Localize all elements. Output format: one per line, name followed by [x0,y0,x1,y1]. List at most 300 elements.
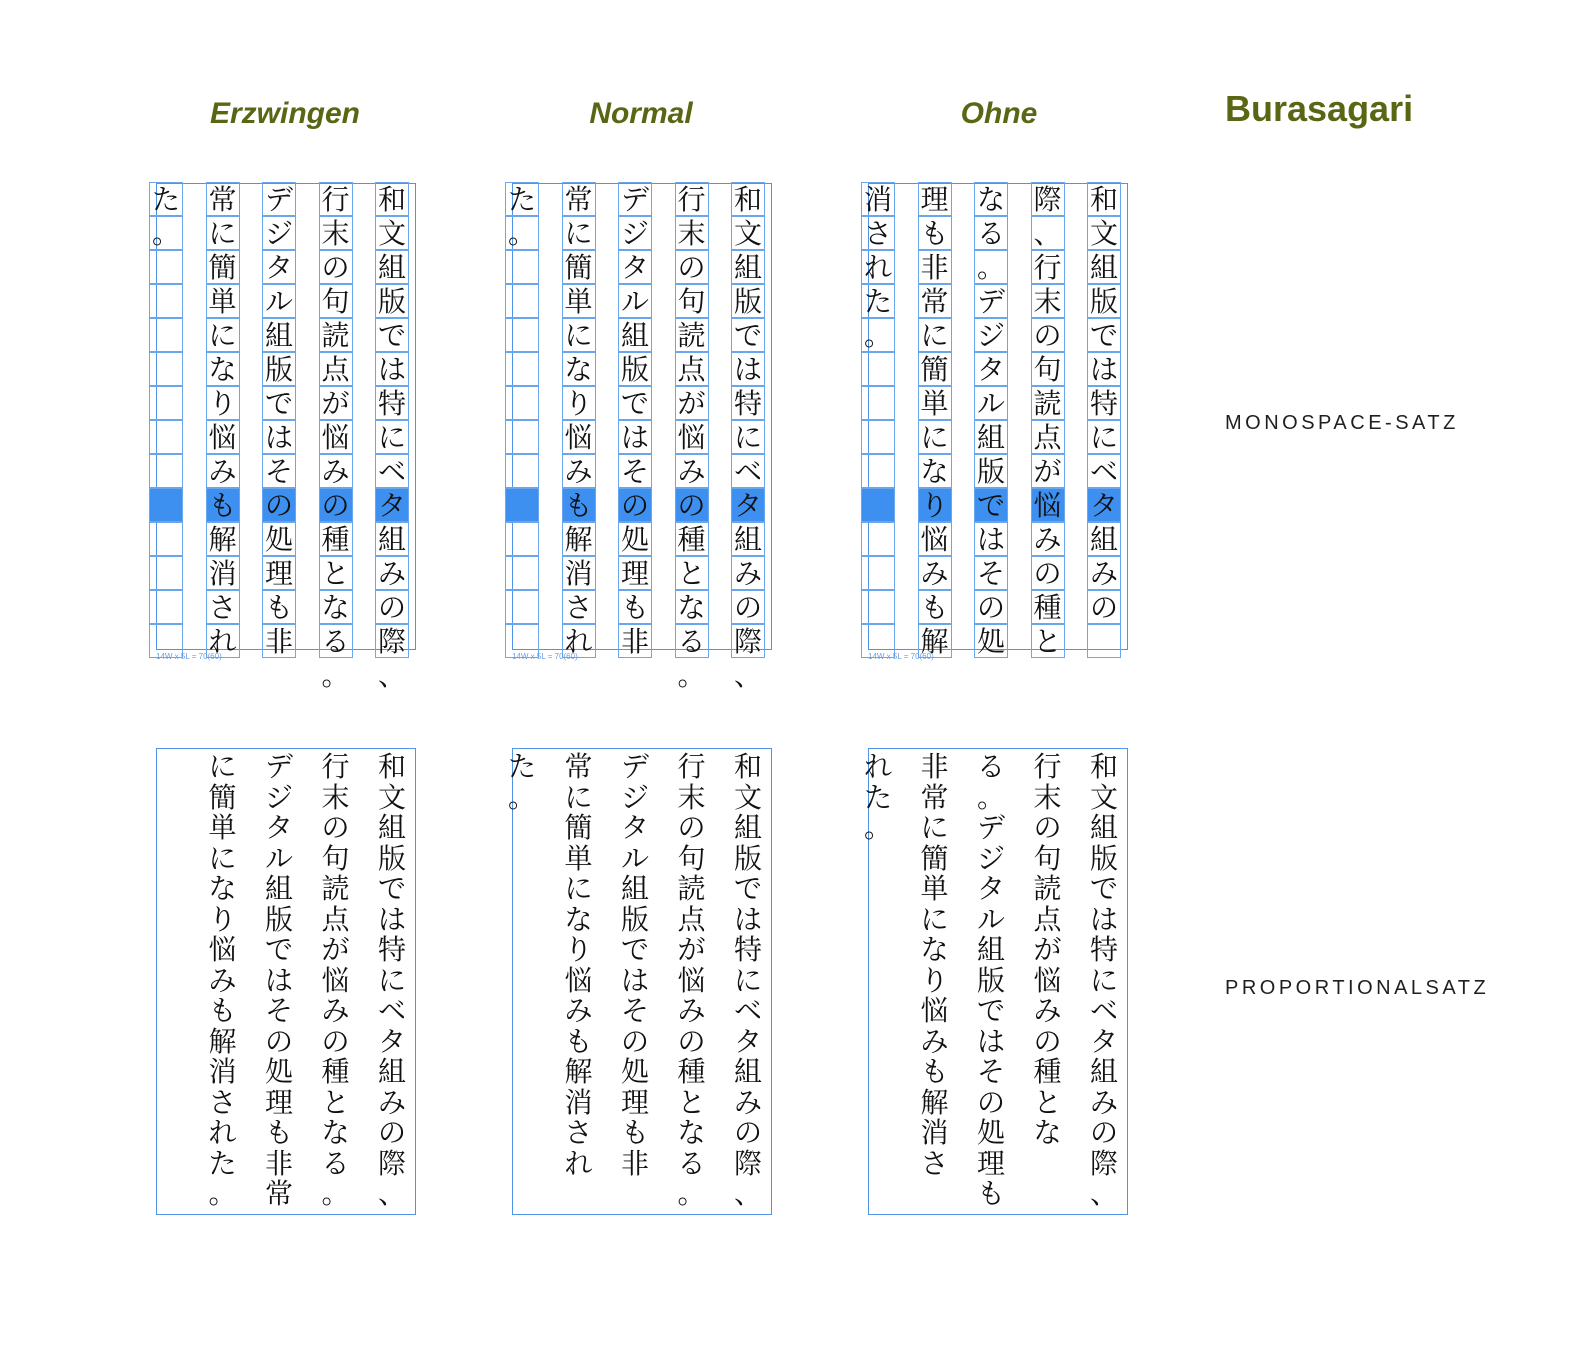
prop-erzwingen-glyph: 和 [377,750,406,783]
mono-erzwingen-glyph: る [321,625,350,658]
prop-normal-glyph: な [677,1116,706,1149]
prop-erzwingen-glyph: の [264,1024,293,1058]
prop-erzwingen-glyph: は [264,963,293,997]
prop-erzwingen-glyph: 。 [208,1177,237,1210]
prop-ohne-glyph: 解 [920,1085,949,1119]
mono-normal-glyph: に [564,217,593,250]
prop-ohne-glyph: ジ [976,841,1005,875]
mono-ohne-glyph: に [920,319,949,352]
mono-normal-glyph: で [620,387,649,420]
mono-erzwingen-glyph: 際 [377,625,406,658]
prop-ohne-glyph: 和 [1089,750,1118,783]
mono-normal-glyph: に [564,319,593,352]
mono-ohne-glyph: の [1033,319,1062,352]
highlight-cell [149,488,183,522]
mono-erzwingen-glyph: 版 [264,353,293,386]
mono-normal-glyph: 版 [620,353,649,386]
prop-erzwingen-glyph: で [377,872,406,905]
prop-normal-glyph: 行 [677,750,706,783]
prop-erzwingen-glyph: 行 [321,750,350,783]
prop-ohne-glyph: に [920,811,949,844]
mono-normal-glyph: 解 [564,523,593,556]
mono-erzwingen-glyph: 。 [151,217,180,250]
mono-normal-glyph: 和 [733,183,762,216]
prop-ohne-glyph: の [1033,811,1062,844]
mono-ohne-glyph: 版 [976,455,1005,488]
mono-ohne-glyph: 和 [1089,183,1118,216]
prop-normal-glyph: 解 [564,1055,593,1088]
mono-erzwingen-glyph: 点 [321,353,350,386]
mono-erzwingen-glyph: 消 [208,557,237,590]
prop-erzwingen-glyph: 悩 [321,963,350,997]
mono-erzwingen-glyph: に [208,319,237,352]
mono-erzwingen-glyph: と [321,557,350,590]
grid-cell [149,556,183,590]
mono-ohne-glyph: 読 [1033,387,1062,420]
prop-normal-glyph: さ [564,1116,593,1149]
mono-normal-glyph: ベ [733,455,762,488]
mono-erzwingen-glyph: タ [264,251,293,284]
mono-normal-glyph: に [733,421,762,454]
grid-cell [861,590,895,624]
prop-ohne-glyph: み [1089,1085,1118,1119]
mono-erzwingen-glyph: 、 [377,659,406,692]
mono-ohne-glyph: さ [863,217,892,250]
mono-ohne-glyph: で [976,489,1005,522]
prop-erzwingen-glyph: 単 [208,811,237,844]
mono-ohne-glyph: る [976,217,1005,250]
prop-ohne-glyph: も [920,1055,949,1088]
mono-normal-glyph: そ [620,455,649,488]
mono-erzwingen-glyph: に [208,217,237,250]
prop-normal-glyph: 末 [677,780,706,814]
mono-ohne-glyph: ジ [976,319,1005,352]
prop-ohne-glyph: 特 [1089,933,1118,966]
mono-ohne-glyph: 悩 [1033,489,1062,522]
grid-caption: 14W x 5L = 70(60) [512,652,578,661]
mono-erzwingen-glyph: 解 [208,523,237,556]
prop-normal-glyph: 単 [564,841,593,875]
grid-cell [149,318,183,352]
mono-erzwingen-glyph: そ [264,455,293,488]
mono-normal-glyph: で [733,319,762,352]
prop-normal-glyph: た [507,750,536,783]
prop-ohne-glyph: は [976,1024,1005,1058]
prop-erzwingen-glyph: ベ [377,994,406,1027]
prop-erzwingen-glyph: な [208,872,237,905]
prop-normal-glyph: な [564,902,593,936]
grid-cell [505,454,539,488]
prop-ohne-glyph: 末 [1033,780,1062,814]
prop-normal-glyph: 理 [620,1085,649,1119]
prop-normal-glyph: み [564,994,593,1027]
prop-normal-glyph: ル [620,841,649,875]
mono-normal-glyph: ジ [620,217,649,250]
prop-ohne-glyph: 組 [976,933,1005,966]
mono-ohne-glyph: み [920,557,949,590]
mono-ohne-glyph: 。 [863,319,892,352]
prop-erzwingen-glyph: み [321,994,350,1027]
mono-erzwingen-glyph: 処 [264,523,293,556]
mono-normal-glyph: 版 [733,285,762,318]
prop-ohne-glyph: 版 [976,963,1005,997]
prop-erzwingen-glyph: が [321,933,350,966]
mono-normal-glyph: 組 [733,523,762,556]
prop-erzwingen-glyph: 消 [208,1055,237,1088]
mono-erzwingen-glyph: タ [377,489,406,522]
column-header-normal: Normal [589,97,693,130]
mono-normal-glyph: タ [733,489,762,522]
column-header-erzwingen: Erzwingen [209,97,360,130]
prop-erzwingen-glyph: 句 [321,841,350,875]
page-title: Burasagari [1225,88,1414,129]
grid-cell [861,386,895,420]
grid-cell [505,284,539,318]
prop-ohne-glyph: 悩 [1033,963,1062,997]
prop-erzwingen-glyph: な [321,1116,350,1149]
prop-normal-glyph: が [677,933,706,966]
mono-ohne-glyph: み [1033,523,1062,556]
prop-erzwingen-glyph: さ [208,1085,237,1119]
mono-ohne-glyph: 点 [1033,421,1062,454]
mono-normal-glyph: が [677,387,706,420]
prop-normal-glyph: も [564,1024,593,1058]
prop-erzwingen-glyph: 版 [377,841,406,875]
mono-normal-glyph: 文 [733,217,762,250]
prop-erzwingen-glyph: ル [264,841,293,875]
mono-ohne-glyph: み [1089,557,1118,590]
mono-ohne-glyph: 単 [920,387,949,420]
mono-ohne-glyph: 解 [920,625,949,658]
grid-cell [861,454,895,488]
prop-ohne-glyph: み [1033,994,1062,1027]
prop-erzwingen-glyph: る [321,1146,350,1180]
prop-ohne-glyph: タ [976,872,1005,905]
grid-cell [149,420,183,454]
prop-normal-glyph: は [620,963,649,997]
mono-ohne-glyph: と [1033,625,1062,658]
grid-cell [149,454,183,488]
prop-normal-glyph: 際 [733,1146,762,1180]
mono-normal-glyph: た [507,183,536,216]
mono-erzwingen-glyph: ル [264,285,293,318]
mono-ohne-glyph: 消 [863,183,892,216]
prop-erzwingen-glyph: の [377,1116,406,1149]
mono-erzwingen-glyph: れ [208,625,237,658]
prop-normal-glyph: 点 [677,902,706,936]
prop-ohne-glyph: 読 [1033,872,1062,905]
mono-ohne-glyph: の [1033,557,1062,590]
prop-erzwingen-glyph: ジ [264,780,293,814]
prop-normal-glyph: 。 [677,1177,706,1210]
mono-normal-glyph: と [677,557,706,590]
prop-ohne-glyph: は [1089,902,1118,936]
prop-normal-glyph: 悩 [677,963,706,997]
mono-erzwingen-glyph: 単 [208,285,237,318]
mono-normal-glyph: み [677,455,706,488]
mono-ohne-glyph: も [920,217,949,250]
grid-cell [505,352,539,386]
grid-cell [505,318,539,352]
prop-normal-glyph: 常 [564,750,593,783]
mono-normal-glyph: は [620,421,649,454]
prop-ohne-glyph: み [920,1024,949,1058]
prop-ohne-glyph: る [976,750,1005,783]
prop-ohne-glyph: も [976,1177,1005,1210]
prop-normal-glyph: 消 [564,1085,593,1119]
grid-cell [149,522,183,556]
prop-ohne-glyph: な [1033,1116,1062,1149]
prop-erzwingen-glyph: の [321,811,350,844]
prop-erzwingen-glyph: タ [264,811,293,844]
prop-erzwingen-glyph: 際 [377,1146,406,1180]
prop-erzwingen-glyph: れ [208,1116,237,1149]
prop-normal-glyph: ジ [620,780,649,814]
mono-erzwingen-glyph: 種 [321,523,350,556]
prop-erzwingen-glyph: は [377,902,406,936]
prop-erzwingen-glyph: た [208,1146,237,1180]
prop-normal-glyph: は [733,902,762,936]
mono-normal-glyph: 句 [677,285,706,318]
prop-normal-glyph: と [677,1085,706,1119]
mono-normal-glyph: る [677,625,706,658]
prop-normal-glyph: 悩 [564,963,593,997]
prop-normal-glyph: る [677,1146,706,1180]
mono-ohne-glyph: 組 [1089,251,1118,284]
mono-erzwingen-glyph: デ [264,183,293,216]
mono-erzwingen-glyph: な [208,353,237,386]
prop-erzwingen-glyph: 解 [208,1024,237,1058]
mono-ohne-glyph: 句 [1033,353,1062,386]
prop-erzwingen-glyph: も [208,994,237,1027]
mono-erzwingen-glyph: 組 [377,523,406,556]
prop-normal-glyph: り [564,933,593,966]
prop-erzwingen-glyph: 末 [321,780,350,814]
mono-ohne-glyph: は [1089,353,1118,386]
mono-erzwingen-glyph: 読 [321,319,350,352]
prop-normal-glyph: デ [620,750,649,783]
prop-normal-glyph: ベ [733,994,762,1027]
mono-normal-glyph: 常 [564,183,593,216]
mono-erzwingen-glyph: 悩 [208,421,237,454]
prop-normal-glyph: 組 [733,811,762,844]
prop-erzwingen-glyph: 組 [377,811,406,844]
mono-ohne-glyph: 版 [1089,285,1118,318]
mono-erzwingen-glyph: の [321,251,350,284]
prop-ohne-glyph: さ [920,1146,949,1180]
mono-ohne-glyph: 、 [1033,217,1062,250]
mono-ohne-glyph: は [976,523,1005,556]
mono-normal-glyph: 簡 [564,251,593,284]
grid-cell [505,522,539,556]
grid-caption: 14W x 5L = 70(60) [156,652,222,661]
mono-ohne-glyph: な [976,183,1005,216]
prop-normal-glyph: の [677,811,706,844]
mono-normal-glyph: の [620,489,649,522]
prop-normal-glyph: 種 [677,1055,706,1088]
prop-erzwingen-glyph: そ [264,994,293,1027]
mono-erzwingen-glyph: 末 [321,217,350,250]
prop-normal-glyph: の [677,1024,706,1058]
prop-erzwingen-glyph: み [377,1085,406,1119]
mono-erzwingen-glyph: 句 [321,285,350,318]
prop-erzwingen-glyph: に [377,963,406,997]
prop-ohne-glyph: に [920,902,949,936]
mono-ohne-glyph: 文 [1089,217,1118,250]
mono-erzwingen-glyph: ジ [264,217,293,250]
grid-cell [861,352,895,386]
prop-ohne-glyph: ベ [1089,994,1118,1027]
mono-normal-glyph: 点 [677,353,706,386]
prop-ohne-glyph: 理 [976,1146,1005,1180]
grid-cell [505,250,539,284]
mono-ohne-glyph: ベ [1089,455,1118,488]
prop-normal-glyph: に [564,780,593,814]
prop-erzwingen-glyph: タ [377,1024,406,1058]
mono-normal-glyph: 組 [733,251,762,284]
prop-ohne-glyph: そ [976,1055,1005,1088]
prop-ohne-glyph: 。 [863,811,892,844]
mono-normal-glyph: 消 [564,557,593,590]
mono-erzwingen-glyph: 和 [377,183,406,216]
mono-normal-glyph: 単 [564,285,593,318]
mono-erzwingen-glyph: み [208,455,237,488]
mono-erzwingen-glyph: 特 [377,387,406,420]
mono-ohne-glyph: 種 [1033,591,1062,624]
prop-normal-glyph: 組 [620,872,649,905]
mono-normal-glyph: み [564,455,593,488]
highlight-cell [505,488,539,522]
mono-ohne-glyph: 末 [1033,285,1062,318]
prop-erzwingen-glyph: み [208,963,237,997]
mono-normal-glyph: の [677,489,706,522]
prop-erzwingen-glyph: 簡 [208,780,237,814]
row-label-monospace: MONOSPACE-SATZ [1225,412,1459,434]
prop-ohne-glyph: り [920,963,949,997]
mono-erzwingen-glyph: 文 [377,217,406,250]
mono-normal-glyph: 非 [620,625,649,658]
prop-ohne-glyph: の [1033,1024,1062,1058]
prop-erzwingen-glyph: も [264,1116,293,1149]
prop-ohne-glyph: の [1089,1116,1118,1149]
prop-erzwingen-glyph: 理 [264,1085,293,1119]
mono-ohne-glyph: タ [1089,489,1118,522]
mono-normal-glyph: は [733,353,762,386]
mono-erzwingen-glyph: り [208,387,237,420]
prop-ohne-glyph: れ [863,750,892,783]
mono-ohne-glyph: で [1089,319,1118,352]
mono-normal-glyph: な [564,353,593,386]
mono-erzwingen-glyph: で [377,319,406,352]
mono-erzwingen-glyph: た [151,183,180,216]
mono-normal-glyph: 理 [620,557,649,590]
mono-erzwingen-glyph: が [321,387,350,420]
prop-ohne-glyph: な [920,933,949,966]
mono-normal-glyph: 悩 [564,421,593,454]
mono-ohne-glyph: デ [976,285,1005,318]
prop-erzwingen-glyph: 文 [377,780,406,814]
mono-erzwingen-glyph: 版 [377,285,406,318]
row-label-proportional: PROPORTIONALSATZ [1225,977,1490,999]
prop-normal-glyph: 文 [733,780,762,814]
prop-erzwingen-glyph: 常 [264,1177,293,1210]
prop-normal-glyph: そ [620,994,649,1027]
prop-ohne-glyph: 行 [1033,750,1062,783]
mono-erzwingen-glyph: み [321,455,350,488]
mono-normal-glyph: も [564,489,593,522]
mono-ohne-glyph: 常 [920,285,949,318]
prop-erzwingen-glyph: と [321,1085,350,1119]
mono-ohne-glyph: の [976,591,1005,624]
prop-erzwingen-glyph: り [208,902,237,936]
mono-ohne-glyph: れ [863,251,892,284]
mono-normal-glyph: み [733,557,762,590]
mono-ohne-glyph: 非 [920,251,949,284]
mono-ohne-glyph: 組 [1089,523,1118,556]
prop-normal-glyph: で [733,872,762,905]
mono-ohne-glyph: 処 [976,625,1005,658]
prop-ohne-glyph: 組 [1089,1055,1118,1088]
mono-erzwingen-glyph: の [377,591,406,624]
mono-ohne-glyph: り [920,489,949,522]
prop-erzwingen-glyph: 版 [264,902,293,936]
mono-ohne-glyph: に [920,421,949,454]
prop-erzwingen-glyph: に [208,750,237,783]
grid-cell [149,386,183,420]
prop-normal-glyph: 。 [507,780,536,814]
mono-normal-glyph: デ [620,183,649,216]
grid-cell [149,352,183,386]
mono-erzwingen-glyph: は [377,353,406,386]
prop-ohne-glyph: 常 [920,780,949,814]
prop-normal-glyph: れ [564,1146,593,1180]
mono-ohne-glyph: な [920,455,949,488]
prop-normal-glyph: に [733,963,762,997]
mono-ohne-glyph: た [863,285,892,318]
prop-ohne-glyph: 句 [1033,841,1062,875]
mono-erzwingen-glyph: な [321,591,350,624]
prop-erzwingen-glyph: 種 [321,1055,350,1088]
prop-ohne-glyph: 種 [1033,1055,1062,1088]
mono-normal-glyph: ル [620,285,649,318]
prop-erzwingen-glyph: 、 [377,1177,406,1210]
mono-normal-glyph: の [733,591,762,624]
mono-normal-glyph: タ [620,251,649,284]
mono-ohne-glyph: 悩 [920,523,949,556]
prop-ohne-glyph: 版 [1089,841,1118,875]
mono-normal-glyph: も [620,591,649,624]
prop-ohne-glyph: に [1089,963,1118,997]
grid-cell [505,420,539,454]
mono-normal-glyph: 際 [733,625,762,658]
mono-erzwingen-glyph: で [264,387,293,420]
prop-normal-glyph: も [620,1116,649,1149]
mono-ohne-glyph: の [1089,591,1118,624]
prop-erzwingen-glyph: で [264,933,293,966]
prop-erzwingen-glyph: 非 [264,1146,293,1180]
prop-ohne-glyph: 非 [920,750,949,783]
prop-normal-glyph: 和 [733,750,762,783]
mono-ohne-glyph: 行 [1033,251,1062,284]
prop-erzwingen-glyph: 悩 [208,933,237,966]
highlight-cell [861,488,895,522]
mono-ohne-glyph: そ [976,557,1005,590]
mono-ohne-glyph: 簡 [920,353,949,386]
grid-cell [1087,624,1121,658]
mono-normal-glyph: り [564,387,593,420]
mono-normal-glyph: 。 [677,659,706,692]
prop-erzwingen-glyph: 処 [264,1055,293,1088]
